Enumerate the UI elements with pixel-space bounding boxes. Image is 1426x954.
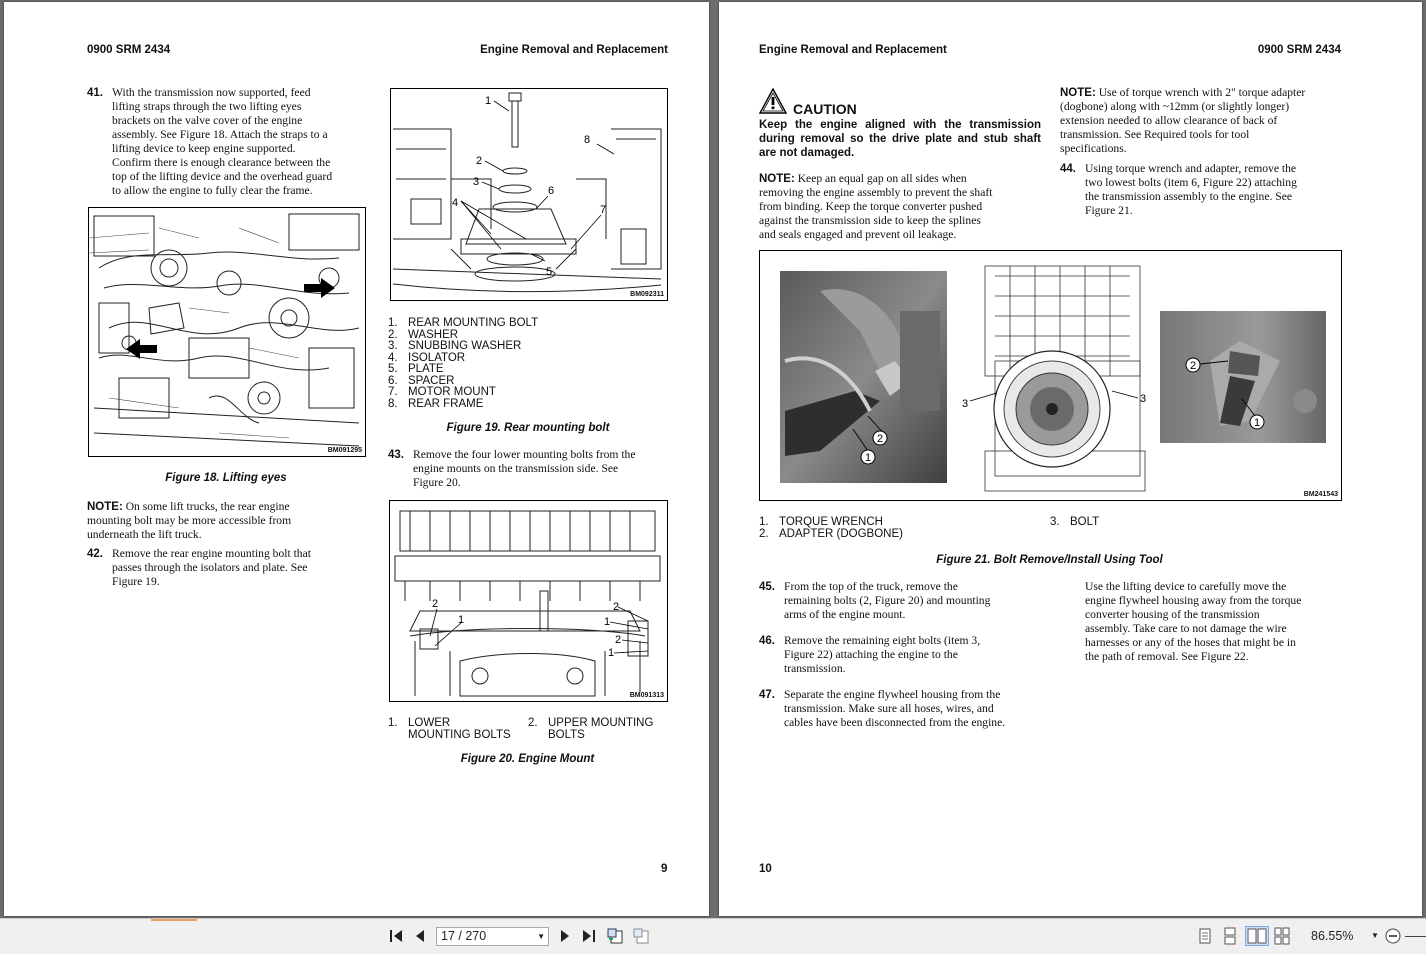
legend-item: 5. PLATE	[388, 363, 444, 375]
figure-19-legend	[388, 318, 668, 410]
next-view-icon[interactable]	[632, 927, 650, 945]
callout-1: 1	[864, 452, 872, 464]
text-line: (dogbone) along with ~12mm (or slightly longer)	[1060, 100, 1290, 113]
text-line: against the transmission side to keep the splines	[759, 214, 981, 227]
figure-id: BM241543	[1303, 491, 1338, 498]
callout-1-left: 1	[458, 614, 465, 626]
text-line: from binding. Keep the torque converter pushed	[759, 200, 983, 213]
page-number: 10	[759, 863, 772, 875]
zoom-level[interactable]: 86.55%	[1311, 929, 1354, 943]
callout-3: 3	[473, 176, 480, 188]
caution-title: CAUTION	[793, 101, 857, 117]
header-section-title: Engine Removal and Replacement	[480, 44, 668, 56]
continuous-facing-icon[interactable]	[1273, 927, 1291, 945]
text-line: Remove the four lower mounting bolts from the	[413, 448, 636, 461]
caution-text: Keep the engine aligned with the transmission during removal so the drive plate and stub shaft are not damaged.	[759, 119, 1041, 159]
scroll-marker	[151, 919, 197, 921]
text-line: the transmission assembly to the engine. See	[1085, 190, 1293, 203]
callout-2-left: 2	[432, 598, 439, 610]
text-line: engine mounts on the transmission side. See	[413, 462, 619, 475]
left-page: 0900 SRM 2434 Engine Removal and Replacement 41. With the transmission now supported, feed lifting straps through the two lifting eyes brackets on the valve cover of the engine assembly. See Figure 18. Attach the straps to a lifting device to keep engine supported. Confirm there is enough clearance between the top of the lifting device and the overhead guard to allow the engine to fully clear the frame. BM091295 Figure 18. Lifting eyes NOTE: On some lift trucks, the rear engine mounting bolt may be more accessible from underneath the lift truck. 42. Remove the rear engine mounting bolt that passes through the isolators and plate. See Figure 19. 1 2 3 4 5 6 7 8 BM092311 1. REAR MOUNTING BOLT 2. WASHER 3. SNUBBING WASHER 4. ISOLATOR 5. PLATE 6. SPACER 7. MOTOR MOUNT 8. REAR FRAME Figure 19. Rear mounting bolt 43. Remove the four lower mounting bolts from the engine mounts on the transmission side. See Figure 20. 2 1 2 1 2 1 BM091313 1. LOWER MOUNTING BOLTS 2. UPPER MOUNTING BOLTS Figure 20. Engine Mount 9	[4, 2, 709, 916]
legend-item: 7. MOTOR MOUNT	[388, 386, 496, 398]
text-line: transmission.	[784, 662, 846, 675]
legend-item: 2. WASHER	[388, 328, 459, 341]
text-line: and seals engaged and prevent oil leakage.	[759, 228, 957, 241]
text-line: Keep an equal gap on all sides when	[797, 172, 967, 185]
facing-icon[interactable]	[1245, 926, 1269, 946]
legend-item: 4. ISOLATOR	[388, 351, 466, 364]
chevron-down-icon[interactable]: ▼	[537, 932, 545, 941]
text-line: Figure 21.	[1085, 204, 1133, 217]
callout-1-right: 1	[1253, 417, 1261, 429]
text-line: On some lift trucks, the rear engine	[125, 500, 290, 513]
text-line: Use the lifting device to carefully move the	[1085, 580, 1287, 593]
figure-18-caption: Figure 18. Lifting eyes	[165, 472, 287, 484]
text-line: removing the engine assembly to prevent the shaft	[759, 186, 993, 199]
callout-7: 7	[600, 204, 607, 216]
figure-20-engine-mount	[389, 500, 668, 702]
text-line: brackets on the valve cover of the engine	[112, 114, 303, 127]
step-47-continuation	[1085, 580, 1355, 664]
continuous-icon[interactable]	[1221, 927, 1239, 945]
right-page: Engine Removal and Replacement 0900 SRM 2434 CAUTION Keep the engine aligned with the transmission during removal so the drive plate and stub shaft are not damaged. NOTE: Keep an equal gap on all sides when removing the engine assembly to prevent the shaft from binding. Keep the torque converter pushed against the transmission side to keep the splines and seals engaged and prevent oil leakage. NOTE: Use of torque wrench with 2" torque adapter (dogbone) along with ~12mm (or slightly longer) extension needed to allow clearance of back of transmission. See Required tools for tool specifications. 44. Using torque wrench and adapter, remove the two lowest bolts (item 6, Figure 22) attaching the transmission assembly to the engine. See Figure 21. 2 1 3 3 2 1 BM241543 1. TORQUE WRENCH 2. ADAPTER (DOGBONE) 3. BOLT Figure 21. Bolt Remove/Install Using Tool 45. From the top of the truck, remove the remaining bolts (2, Figure 20) and mounting arms of the engine mount. 46. Remove the remaining eight bolts (item 3, Figure 22) attaching the engine to the transmission. 47. Separate the engine flywheel housing from the transmission. Make sure all hoses, wires, and cables have been disconnected from the engine. Use the lifting device to carefully move the engine flywheel housing away from the torque converter housing of the transmission assembly. Take care to not damage the wire harnesses or any of the hoses that might be in the path of removal. See Figure 22. 10	[719, 2, 1422, 916]
text-line: transmission. See Required tools for tool	[1060, 128, 1250, 141]
next-page-icon[interactable]	[556, 927, 574, 945]
text-line: harnesses or any of the hoses that might be in	[1085, 636, 1296, 649]
text-line: Separate the engine flywheel housing from the	[784, 688, 1001, 701]
figure-21-legend	[759, 517, 1009, 540]
figure-19-rear-mounting-bolt	[390, 88, 668, 301]
callout-4: 4	[452, 197, 459, 209]
figure-20-legend-item-1: 1. LOWER MOUNTING BOLTS	[388, 717, 511, 741]
legend-item: 1. TORQUE WRENCH	[759, 516, 883, 528]
callout-3-right: 3	[1139, 393, 1147, 405]
header-doc-number: 0900 SRM 2434	[87, 44, 171, 56]
torque-wrench-photos	[760, 251, 1341, 500]
text-line: Figure 22) attaching the engine to the	[784, 648, 958, 661]
text-line: Confirm there is enough clearance between the	[112, 156, 331, 169]
callout-8: 8	[584, 134, 591, 146]
text-line: transmission. Make sure all hoses, wires, and	[784, 702, 994, 715]
page-number-input[interactable]: 17 / 270 ▼	[436, 927, 549, 946]
zoom-out-icon[interactable]	[1384, 927, 1402, 945]
text-line: assembly. Take care to not damage the wire	[1085, 622, 1287, 635]
note-label: NOTE:	[759, 173, 795, 185]
page-number: 9	[661, 863, 668, 875]
text-line: Use of torque wrench with 2" torque adapter	[1098, 86, 1306, 99]
callout-3-left: 3	[961, 398, 969, 410]
text-line: Remove the rear engine mounting bolt that	[112, 547, 311, 560]
caution-triangle-icon	[759, 88, 787, 114]
figure-21-bolt-remove-install	[759, 250, 1342, 501]
figure-21-caption: Figure 21. Bolt Remove/Install Using Tool	[936, 554, 1163, 566]
text-line: converter housing of the transmission	[1085, 608, 1260, 621]
figure-id: BM092311	[630, 291, 664, 298]
text-line: assembly. See Figure 18. Attach the straps to a	[112, 128, 328, 141]
callout-2-right-top: 2	[613, 601, 620, 613]
callout-2-right: 2	[1189, 360, 1197, 372]
callout-1-right-bottom: 1	[608, 647, 615, 659]
callout-2-right-bottom: 2	[615, 634, 622, 646]
text-line: Remove the remaining eight bolts (item 3,	[784, 634, 981, 647]
legend-item: 6. SPACER	[388, 374, 455, 387]
figure-id: BM091313	[629, 692, 664, 699]
last-page-icon[interactable]	[580, 927, 598, 945]
text-line: Figure 19.	[112, 575, 160, 588]
legend-item: 8. REAR FRAME	[388, 397, 484, 410]
text-line: engine flywheel housing away from the torque	[1085, 594, 1302, 607]
text-line: cables have been disconnected from the engine.	[784, 716, 1006, 729]
text-line: From the top of the truck, remove the	[784, 580, 958, 593]
legend-item: 1. REAR MOUNTING BOLT	[388, 317, 539, 329]
text-line: two lowest bolts (item 6, Figure 22) attaching	[1085, 176, 1297, 189]
text-line: top of the lifting device and the overhead guard	[112, 170, 333, 183]
text-line: Figure 20.	[413, 476, 461, 489]
callout-6: 6	[548, 185, 555, 197]
legend-item: 2. ADAPTER (DOGBONE)	[759, 527, 903, 540]
viewer-toolbar	[0, 918, 1426, 954]
legend-item: 3. SNUBBING WASHER	[388, 340, 522, 352]
text-line: to allow the engine to fully clear the frame.	[112, 184, 313, 197]
note-torque-adapter	[1060, 86, 1350, 156]
callout-2: 2	[876, 433, 884, 445]
text-line: arms of the engine mount.	[784, 608, 906, 621]
text-line: lifting straps through the two lifting eyes	[112, 100, 302, 113]
text-line: passes through the isolators and plate. See	[112, 561, 308, 574]
engine-mount-illustration	[390, 501, 667, 701]
previous-view-icon[interactable]	[606, 927, 624, 945]
callout-1-right-top: 1	[604, 616, 611, 628]
figure-20-legend-item-2: 2. UPPER MOUNTING BOLTS	[528, 717, 654, 741]
callout-1: 1	[485, 95, 492, 107]
figure-id: BM091295	[327, 447, 362, 454]
figure-21-legend-item-3: 3. BOLT	[1050, 516, 1100, 528]
zoom-slider[interactable]	[1405, 936, 1426, 937]
previous-page-icon[interactable]	[411, 927, 429, 945]
text-line: Using torque wrench and adapter, remove the	[1085, 162, 1297, 175]
rear-mount-exploded-illustration	[391, 89, 667, 300]
text-line: the path of removal. See Figure 22.	[1085, 650, 1249, 663]
note-label: NOTE:	[87, 501, 123, 513]
text-line: underneath the lift truck.	[87, 528, 202, 541]
caution-block	[759, 88, 1041, 160]
text-line: lifting device to keep engine supported.	[112, 142, 296, 155]
first-page-icon[interactable]	[387, 927, 405, 945]
text-line: With the transmission now supported, feed	[112, 86, 311, 99]
zoom-dropdown-icon[interactable]: ▼	[1371, 931, 1379, 940]
note-rear-mounting-bolt	[87, 500, 372, 542]
figure-19-caption: Figure 19. Rear mounting bolt	[446, 422, 610, 434]
figure-18-lifting-eyes	[88, 207, 366, 457]
callout-2: 2	[476, 155, 483, 167]
engine-lifting-eyes-illustration	[89, 208, 365, 456]
note-equal-gap	[759, 172, 1049, 242]
text-line: extension needed to allow clearance of back of	[1060, 114, 1278, 127]
text-line: mounting bolt may be more accessible from	[87, 514, 292, 527]
header-doc-number: 0900 SRM 2434	[1257, 44, 1341, 56]
figure-20-caption: Figure 20. Engine Mount	[460, 753, 595, 765]
header-section-title: Engine Removal and Replacement	[759, 44, 947, 56]
single-page-icon[interactable]	[1196, 927, 1214, 945]
text-line: specifications.	[1060, 142, 1127, 155]
note-label: NOTE:	[1060, 87, 1096, 99]
text-line: remaining bolts (2, Figure 20) and mounting	[784, 594, 991, 607]
callout-5: 5	[546, 266, 553, 278]
